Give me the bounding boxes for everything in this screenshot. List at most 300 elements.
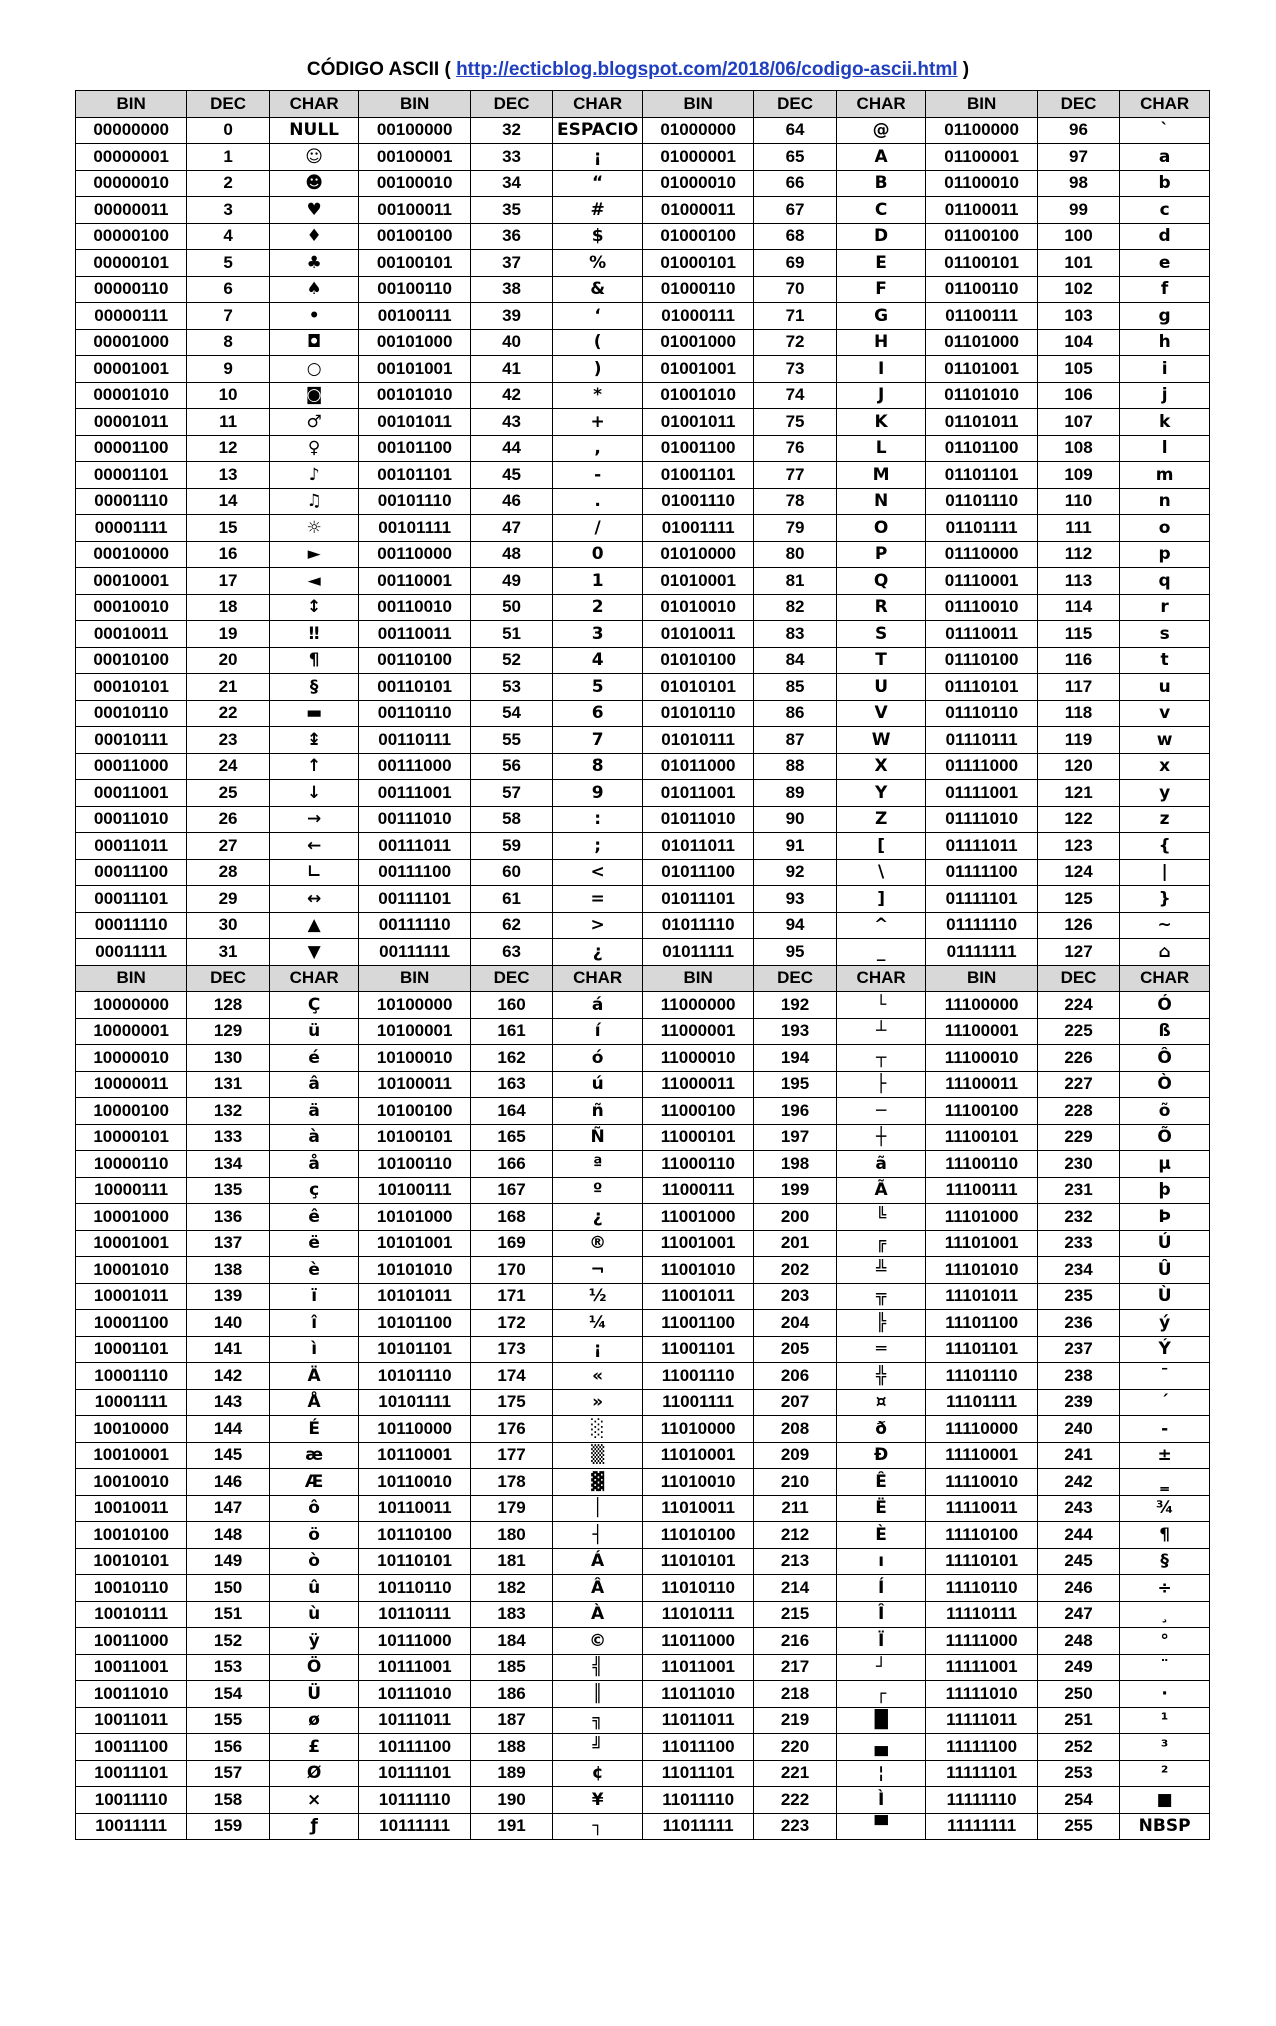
- bin-cell: 00110110: [359, 700, 470, 727]
- dec-cell: 113: [1037, 568, 1119, 595]
- dec-cell: 69: [754, 250, 836, 277]
- char-cell: ═: [836, 1336, 926, 1363]
- char-cell: (: [553, 329, 643, 356]
- char-cell: ç: [269, 1177, 359, 1204]
- dec-cell: 55: [470, 727, 552, 754]
- char-cell: ↕: [269, 594, 359, 621]
- dec-cell: 65: [754, 144, 836, 171]
- char-cell: õ: [1120, 1098, 1210, 1125]
- char-cell: -: [1120, 1416, 1210, 1443]
- table-row: [76, 1336, 1210, 1363]
- bin-cell: 01011101: [642, 886, 753, 913]
- char-cell: ├: [836, 1071, 926, 1098]
- dec-cell: 63: [470, 939, 552, 966]
- char-cell: h: [1120, 329, 1210, 356]
- bin-cell: 10111100: [359, 1734, 470, 1761]
- bin-cell: 00010001: [76, 568, 187, 595]
- char-cell: ↨: [269, 727, 359, 754]
- char-cell: ·: [1120, 1681, 1210, 1708]
- dec-cell: 182: [470, 1575, 552, 1602]
- bin-cell: 01000010: [642, 170, 753, 197]
- dec-cell: 228: [1037, 1098, 1119, 1125]
- table-row: [76, 1548, 1210, 1575]
- table-row: [76, 1416, 1210, 1443]
- bin-cell: 11101011: [926, 1283, 1037, 1310]
- dec-cell: 43: [470, 409, 552, 436]
- dec-cell: 47: [470, 515, 552, 542]
- table-row: [76, 250, 1210, 277]
- bin-cell: 01110110: [926, 700, 1037, 727]
- bin-cell: 01111101: [926, 886, 1037, 913]
- char-cell: Ê: [836, 1469, 926, 1496]
- bin-cell: 01011011: [642, 833, 753, 860]
- table-row: [76, 1681, 1210, 1708]
- dec-cell: 189: [470, 1760, 552, 1787]
- bin-cell: 01011000: [642, 753, 753, 780]
- bin-cell: 00100100: [359, 223, 470, 250]
- bin-cell: 11101001: [926, 1230, 1037, 1257]
- dec-cell: 26: [187, 806, 269, 833]
- bin-cell: 11101010: [926, 1257, 1037, 1284]
- bin-cell: 11011000: [642, 1628, 753, 1655]
- dec-cell: 161: [470, 1018, 552, 1045]
- bin-cell: 00110000: [359, 541, 470, 568]
- bin-cell: 01100010: [926, 170, 1037, 197]
- char-cell: Ì: [836, 1787, 926, 1814]
- char-cell: ┌: [836, 1681, 926, 1708]
- dec-cell: 20: [187, 647, 269, 674]
- char-cell: ▓: [553, 1469, 643, 1496]
- bin-cell: 01100100: [926, 223, 1037, 250]
- bin-cell: 00101010: [359, 382, 470, 409]
- char-cell: └: [836, 992, 926, 1019]
- bin-cell: 10110001: [359, 1442, 470, 1469]
- table-row: [76, 117, 1210, 144]
- char-cell: ÷: [1120, 1575, 1210, 1602]
- char-cell: i: [1120, 356, 1210, 383]
- dec-cell: 97: [1037, 144, 1119, 171]
- bin-cell: 11110010: [926, 1469, 1037, 1496]
- dec-cell: 3: [187, 197, 269, 224]
- dec-cell: 29: [187, 886, 269, 913]
- dec-cell: 205: [754, 1336, 836, 1363]
- char-cell: ┤: [553, 1522, 643, 1549]
- bin-cell: 10010111: [76, 1601, 187, 1628]
- bin-cell: 01000101: [642, 250, 753, 277]
- dec-cell: 120: [1037, 753, 1119, 780]
- char-cell: £: [269, 1734, 359, 1761]
- char-cell: Ó: [1120, 992, 1210, 1019]
- table-row: [76, 1204, 1210, 1231]
- dec-cell: 176: [470, 1416, 552, 1443]
- char-cell: ╠: [836, 1310, 926, 1337]
- column-header: DEC: [187, 91, 269, 118]
- column-header: CHAR: [836, 91, 926, 118]
- bin-cell: 01010100: [642, 647, 753, 674]
- dec-cell: 127: [1037, 939, 1119, 966]
- bin-cell: 11100111: [926, 1177, 1037, 1204]
- dec-cell: 64: [754, 117, 836, 144]
- char-cell: ♂: [269, 409, 359, 436]
- table-row: [76, 1469, 1210, 1496]
- bin-cell: 11001101: [642, 1336, 753, 1363]
- dec-cell: 171: [470, 1283, 552, 1310]
- bin-cell: 00000100: [76, 223, 187, 250]
- dec-cell: 183: [470, 1601, 552, 1628]
- char-cell: ⌂: [1120, 939, 1210, 966]
- dec-cell: 249: [1037, 1654, 1119, 1681]
- dec-cell: 92: [754, 859, 836, 886]
- char-cell: m: [1120, 462, 1210, 489]
- bin-cell: 10111111: [359, 1813, 470, 1840]
- char-cell: ╩: [836, 1257, 926, 1284]
- char-cell: g: [1120, 303, 1210, 330]
- char-cell: Ñ: [553, 1124, 643, 1151]
- char-cell: ú: [553, 1071, 643, 1098]
- dec-cell: 238: [1037, 1363, 1119, 1390]
- dec-cell: 112: [1037, 541, 1119, 568]
- bin-cell: 00011011: [76, 833, 187, 860]
- char-cell: P: [836, 541, 926, 568]
- dec-cell: 141: [187, 1336, 269, 1363]
- bin-cell: 01001010: [642, 382, 753, 409]
- dec-cell: 191: [470, 1813, 552, 1840]
- dec-cell: 150: [187, 1575, 269, 1602]
- dec-cell: 225: [1037, 1018, 1119, 1045]
- bin-cell: 10000100: [76, 1098, 187, 1125]
- dec-cell: 218: [754, 1681, 836, 1708]
- dec-cell: 88: [754, 753, 836, 780]
- dec-cell: 93: [754, 886, 836, 913]
- char-cell: ▬: [269, 700, 359, 727]
- dec-cell: 2: [187, 170, 269, 197]
- dec-cell: 208: [754, 1416, 836, 1443]
- dec-cell: 196: [754, 1098, 836, 1125]
- char-cell: ð: [836, 1416, 926, 1443]
- dec-cell: 160: [470, 992, 552, 1019]
- bin-cell: 11011011: [642, 1707, 753, 1734]
- table-row: [76, 806, 1210, 833]
- table-row: [76, 621, 1210, 648]
- bin-cell: 10001010: [76, 1257, 187, 1284]
- char-cell: █: [836, 1707, 926, 1734]
- char-cell: D: [836, 223, 926, 250]
- column-header: CHAR: [269, 91, 359, 118]
- table-row: [76, 1071, 1210, 1098]
- char-cell: Ï: [836, 1628, 926, 1655]
- char-cell: ¤: [836, 1389, 926, 1416]
- dec-cell: 91: [754, 833, 836, 860]
- char-cell: R: [836, 594, 926, 621]
- dec-cell: 217: [754, 1654, 836, 1681]
- bin-cell: 11111010: [926, 1681, 1037, 1708]
- bin-cell: 00001101: [76, 462, 187, 489]
- dec-cell: 251: [1037, 1707, 1119, 1734]
- bin-cell: 01010001: [642, 568, 753, 595]
- source-link[interactable]: http://ecticblog.blogspot.com/2018/06/codigo-ascii.html: [456, 59, 958, 80]
- dec-cell: 82: [754, 594, 836, 621]
- dec-cell: 24: [187, 753, 269, 780]
- bin-cell: 00110111: [359, 727, 470, 754]
- bin-cell: 10111011: [359, 1707, 470, 1734]
- dec-cell: 223: [754, 1813, 836, 1840]
- bin-cell: 11000110: [642, 1151, 753, 1178]
- char-cell: :: [553, 806, 643, 833]
- char-cell: 2: [553, 594, 643, 621]
- bin-cell: 10101100: [359, 1310, 470, 1337]
- dec-cell: 159: [187, 1813, 269, 1840]
- dec-cell: 95: [754, 939, 836, 966]
- bin-cell: 11010011: [642, 1495, 753, 1522]
- bin-cell: 11101111: [926, 1389, 1037, 1416]
- dec-cell: 9: [187, 356, 269, 383]
- bin-cell: 01101111: [926, 515, 1037, 542]
- bin-cell: 11001000: [642, 1204, 753, 1231]
- dec-cell: 130: [187, 1045, 269, 1072]
- bin-cell: 01010110: [642, 700, 753, 727]
- dec-cell: 168: [470, 1204, 552, 1231]
- char-cell: ░: [553, 1416, 643, 1443]
- table-row: [76, 1787, 1210, 1814]
- char-cell: N: [836, 488, 926, 515]
- column-header: CHAR: [836, 965, 926, 992]
- column-header: BIN: [926, 965, 1037, 992]
- dec-cell: 60: [470, 859, 552, 886]
- char-cell: ▒: [553, 1442, 643, 1469]
- dec-cell: 157: [187, 1760, 269, 1787]
- dec-cell: 184: [470, 1628, 552, 1655]
- dec-cell: 212: [754, 1522, 836, 1549]
- char-cell: r: [1120, 594, 1210, 621]
- bin-cell: 01001110: [642, 488, 753, 515]
- bin-cell: 11110011: [926, 1495, 1037, 1522]
- bin-cell: 10011011: [76, 1707, 187, 1734]
- char-cell: ×: [269, 1787, 359, 1814]
- char-cell: ı: [836, 1548, 926, 1575]
- bin-cell: 00000101: [76, 250, 187, 277]
- bin-cell: 00011101: [76, 886, 187, 913]
- char-cell: þ: [1120, 1177, 1210, 1204]
- dec-cell: 214: [754, 1575, 836, 1602]
- bin-cell: 00111000: [359, 753, 470, 780]
- bin-cell: 01000001: [642, 144, 753, 171]
- dec-cell: 83: [754, 621, 836, 648]
- char-cell: ☻: [269, 170, 359, 197]
- dec-cell: 99: [1037, 197, 1119, 224]
- dec-cell: 254: [1037, 1787, 1119, 1814]
- char-cell: ù: [269, 1601, 359, 1628]
- char-cell: Ü: [269, 1681, 359, 1708]
- char-cell: ■: [1120, 1787, 1210, 1814]
- bin-cell: 11111000: [926, 1628, 1037, 1655]
- table-row: [76, 1442, 1210, 1469]
- table-row: [76, 197, 1210, 224]
- char-cell: »: [553, 1389, 643, 1416]
- bin-cell: 10000010: [76, 1045, 187, 1072]
- char-cell: 5: [553, 674, 643, 701]
- char-cell: ü: [269, 1018, 359, 1045]
- dec-cell: 193: [754, 1018, 836, 1045]
- bin-cell: 01110000: [926, 541, 1037, 568]
- dec-cell: 34: [470, 170, 552, 197]
- table-row: [76, 700, 1210, 727]
- char-cell: ESPACIO: [553, 117, 643, 144]
- char-cell: ◄: [269, 568, 359, 595]
- table-row: [76, 568, 1210, 595]
- dec-cell: 215: [754, 1601, 836, 1628]
- char-cell: ☺: [269, 144, 359, 171]
- char-cell: Ô: [1120, 1045, 1210, 1072]
- char-cell: á: [553, 992, 643, 1019]
- dec-cell: 142: [187, 1363, 269, 1390]
- bin-cell: 11100101: [926, 1124, 1037, 1151]
- bin-cell: 01010111: [642, 727, 753, 754]
- header-row-1: [76, 91, 1210, 118]
- bin-cell: 01110010: [926, 594, 1037, 621]
- char-cell: ö: [269, 1522, 359, 1549]
- bin-cell: 11100110: [926, 1151, 1037, 1178]
- dec-cell: 1: [187, 144, 269, 171]
- dec-cell: 219: [754, 1707, 836, 1734]
- dec-cell: 179: [470, 1495, 552, 1522]
- dec-cell: 80: [754, 541, 836, 568]
- column-header: CHAR: [269, 965, 359, 992]
- dec-cell: 37: [470, 250, 552, 277]
- dec-cell: 187: [470, 1707, 552, 1734]
- bin-cell: 10110100: [359, 1522, 470, 1549]
- dec-cell: 158: [187, 1787, 269, 1814]
- char-cell: [: [836, 833, 926, 860]
- dec-cell: 17: [187, 568, 269, 595]
- dec-cell: 147: [187, 1495, 269, 1522]
- bin-cell: 10000000: [76, 992, 187, 1019]
- bin-cell: 11100010: [926, 1045, 1037, 1072]
- char-cell: ─: [836, 1098, 926, 1125]
- bin-cell: 10011100: [76, 1734, 187, 1761]
- dec-cell: 152: [187, 1628, 269, 1655]
- dec-cell: 7: [187, 303, 269, 330]
- bin-cell: 11011101: [642, 1760, 753, 1787]
- bin-cell: 01100000: [926, 117, 1037, 144]
- dec-cell: 84: [754, 647, 836, 674]
- char-cell: ³: [1120, 1734, 1210, 1761]
- char-cell: v: [1120, 700, 1210, 727]
- char-cell: ♠: [269, 276, 359, 303]
- dec-cell: 180: [470, 1522, 552, 1549]
- table-row: [76, 488, 1210, 515]
- dec-cell: 54: [470, 700, 552, 727]
- bin-cell: 01111110: [926, 912, 1037, 939]
- bin-cell: 11110001: [926, 1442, 1037, 1469]
- table-row: [76, 356, 1210, 383]
- dec-cell: 114: [1037, 594, 1119, 621]
- dec-cell: 39: [470, 303, 552, 330]
- bin-cell: 11101101: [926, 1336, 1037, 1363]
- dec-cell: 86: [754, 700, 836, 727]
- char-cell: k: [1120, 409, 1210, 436]
- char-cell: ○: [269, 356, 359, 383]
- bin-cell: 00000110: [76, 276, 187, 303]
- char-cell: •: [269, 303, 359, 330]
- dec-cell: 12: [187, 435, 269, 462]
- char-cell: ←: [269, 833, 359, 860]
- bin-cell: 10011000: [76, 1628, 187, 1655]
- dec-cell: 32: [470, 117, 552, 144]
- bin-cell: 01110011: [926, 621, 1037, 648]
- char-cell: w: [1120, 727, 1210, 754]
- dec-cell: 73: [754, 356, 836, 383]
- dec-cell: 21: [187, 674, 269, 701]
- char-cell: Z: [836, 806, 926, 833]
- dec-cell: 100: [1037, 223, 1119, 250]
- dec-cell: 209: [754, 1442, 836, 1469]
- dec-cell: 119: [1037, 727, 1119, 754]
- char-cell: B: [836, 170, 926, 197]
- column-header: BIN: [642, 965, 753, 992]
- char-cell: /: [553, 515, 643, 542]
- char-cell: 0: [553, 541, 643, 568]
- bin-cell: 10101010: [359, 1257, 470, 1284]
- char-cell: A: [836, 144, 926, 171]
- char-cell: d: [1120, 223, 1210, 250]
- dec-cell: 18: [187, 594, 269, 621]
- char-cell: ‼: [269, 621, 359, 648]
- char-cell: ½: [553, 1283, 643, 1310]
- dec-cell: 8: [187, 329, 269, 356]
- dec-cell: 51: [470, 621, 552, 648]
- dec-cell: 75: [754, 409, 836, 436]
- bin-cell: 01010000: [642, 541, 753, 568]
- bin-cell: 11100011: [926, 1071, 1037, 1098]
- char-cell: Ý: [1120, 1336, 1210, 1363]
- char-cell: ë: [269, 1230, 359, 1257]
- bin-cell: 00110001: [359, 568, 470, 595]
- char-cell: ä: [269, 1098, 359, 1125]
- bin-cell: 10001110: [76, 1363, 187, 1390]
- dec-cell: 235: [1037, 1283, 1119, 1310]
- char-cell: n: [1120, 488, 1210, 515]
- dec-cell: 169: [470, 1230, 552, 1257]
- dec-cell: 105: [1037, 356, 1119, 383]
- dec-cell: 122: [1037, 806, 1119, 833]
- table-row: [76, 1707, 1210, 1734]
- bin-cell: 11110101: [926, 1548, 1037, 1575]
- char-cell: V: [836, 700, 926, 727]
- char-cell: ÿ: [269, 1628, 359, 1655]
- dec-cell: 15: [187, 515, 269, 542]
- column-header: DEC: [1037, 91, 1119, 118]
- dec-cell: 98: [1037, 170, 1119, 197]
- bin-cell: 11000010: [642, 1045, 753, 1072]
- dec-cell: 203: [754, 1283, 836, 1310]
- bin-cell: 11111110: [926, 1787, 1037, 1814]
- bin-cell: 10010110: [76, 1575, 187, 1602]
- dec-cell: 192: [754, 992, 836, 1019]
- dec-cell: 188: [470, 1734, 552, 1761]
- dec-cell: 6: [187, 276, 269, 303]
- dec-cell: 107: [1037, 409, 1119, 436]
- table-row: [76, 753, 1210, 780]
- table-row: [76, 1124, 1210, 1151]
- char-cell: ↓: [269, 780, 359, 807]
- dec-cell: 16: [187, 541, 269, 568]
- char-cell: ♫: [269, 488, 359, 515]
- bin-cell: 01110001: [926, 568, 1037, 595]
- char-cell: ◘: [269, 329, 359, 356]
- dec-cell: 252: [1037, 1734, 1119, 1761]
- dec-cell: 185: [470, 1654, 552, 1681]
- bin-cell: 01000011: [642, 197, 753, 224]
